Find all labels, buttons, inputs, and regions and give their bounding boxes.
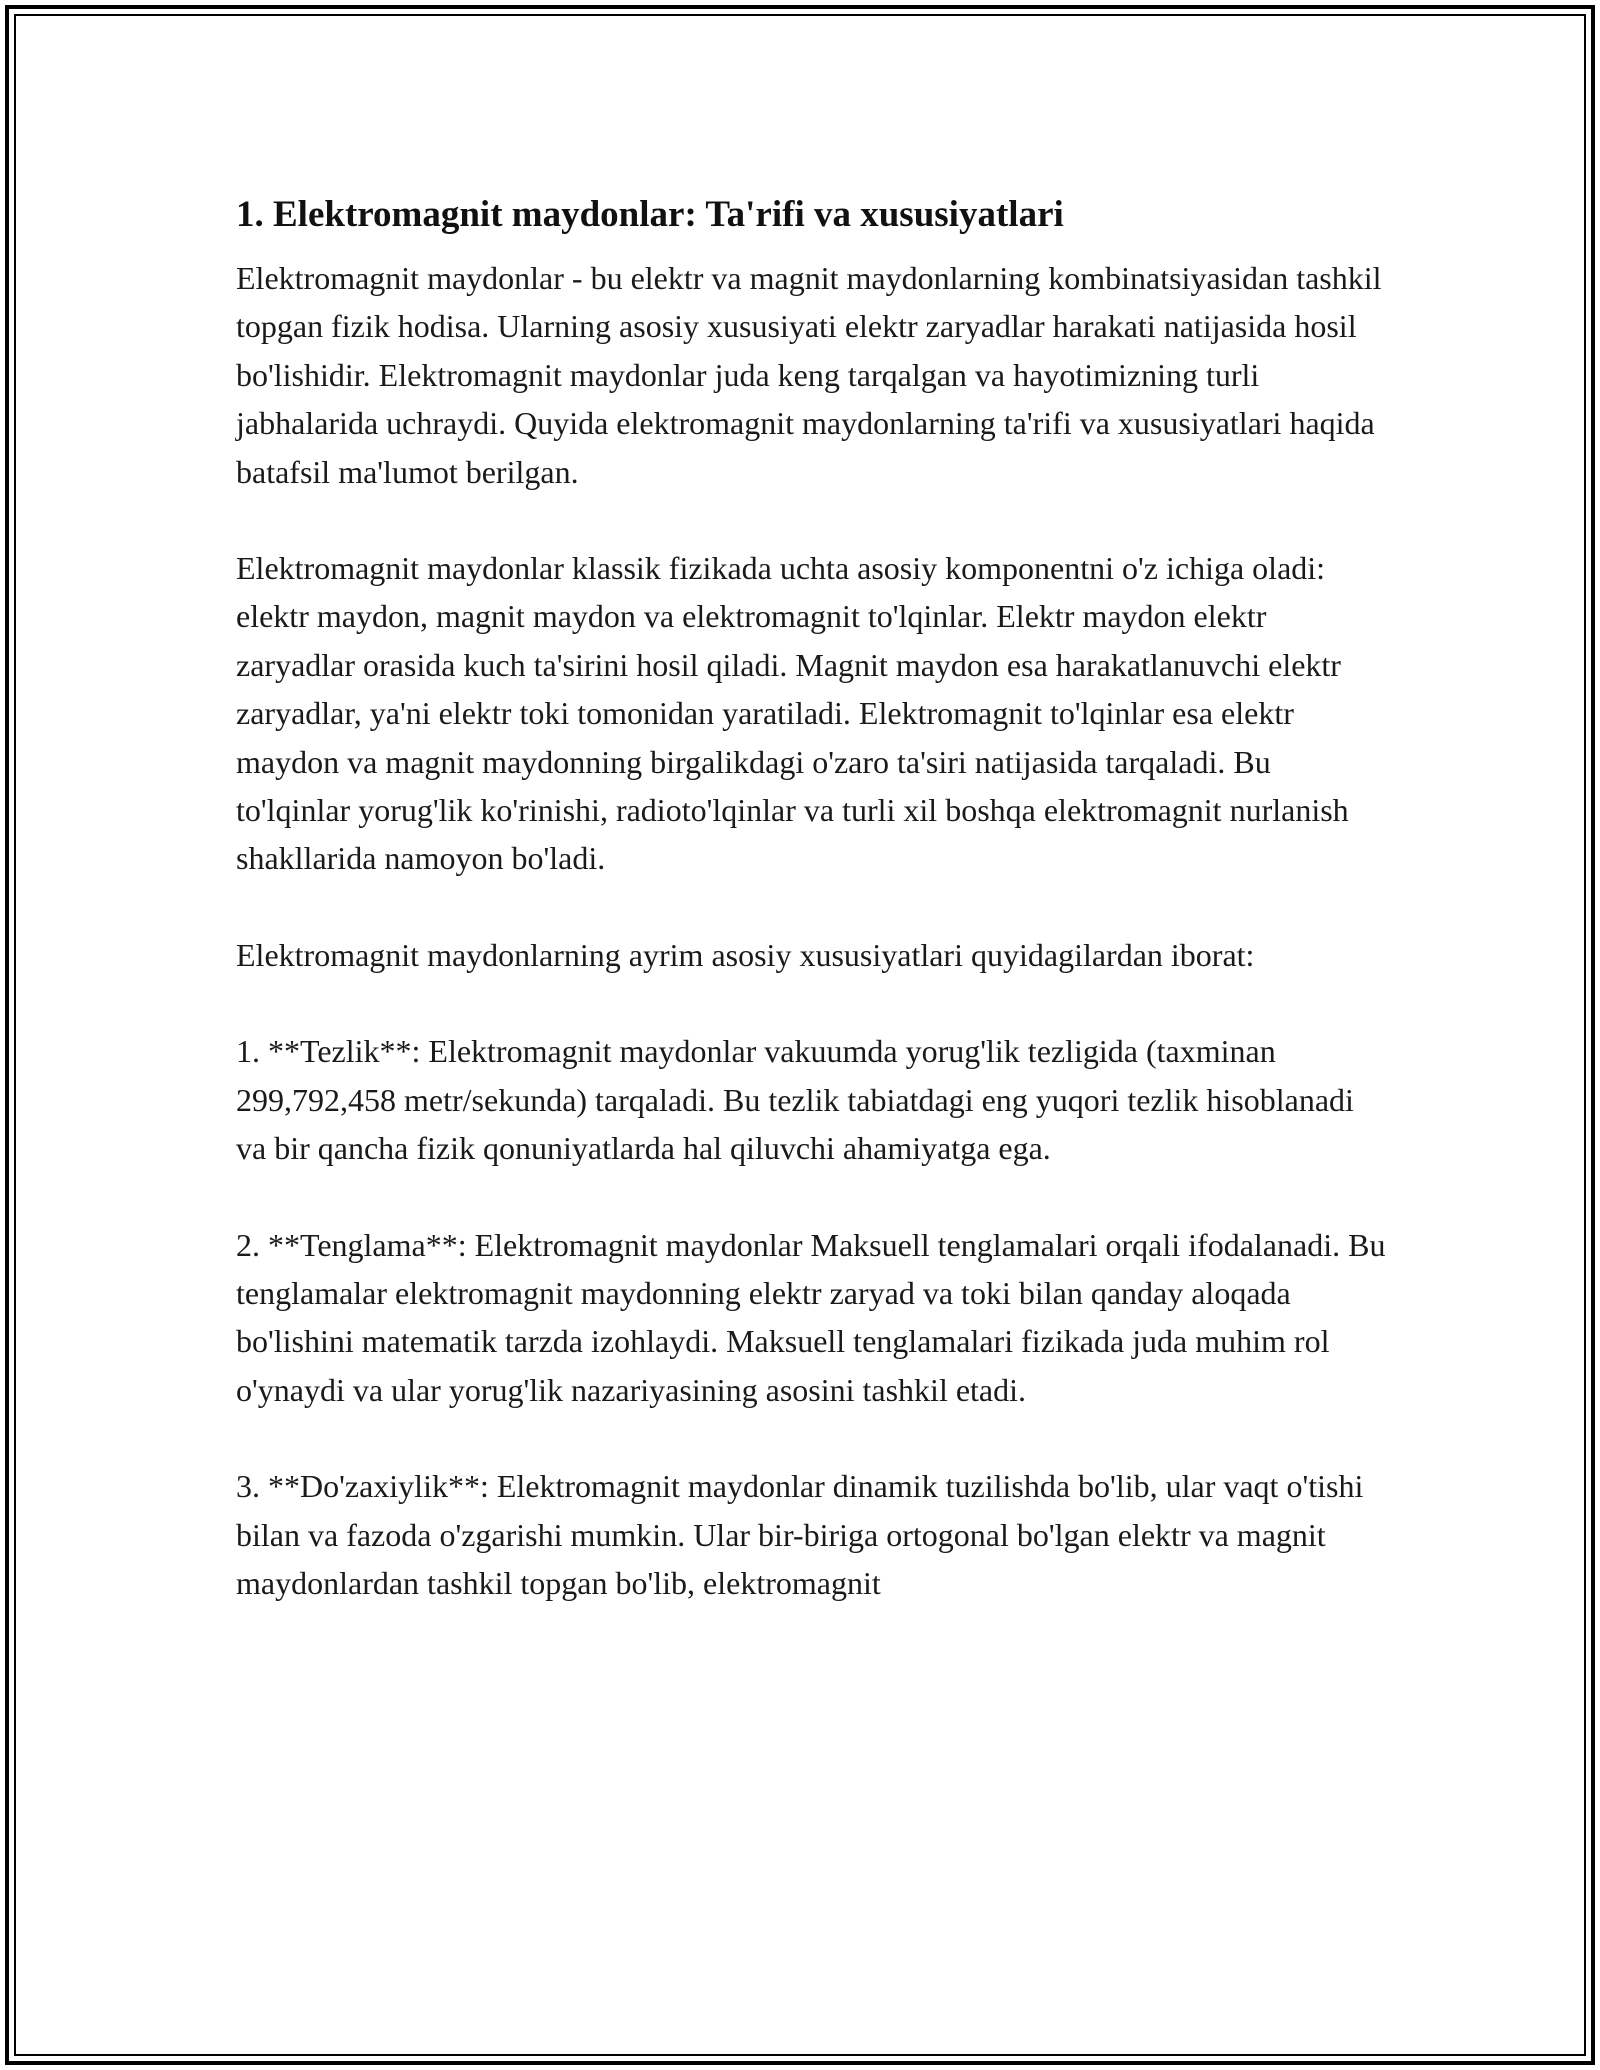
paragraph-properties-intro: Elektromagnit maydonlarning ayrim asosiy xususiyatlari quyidagilardan iborat:: [236, 936, 1255, 973]
paragraph-intro: Elektromagnit maydonlar - bu elektr va magnit maydonlarning kombinatsiyasidan tashkil topgan fizik hodisa. Ularning asosiy xususiyati elektr zaryadlar harakati natijasida hosil bo'lishidir. Elektromagnit maydonlar juda keng tarqalgan va hayotimizning turli jabhalarida uchraydi. Quyida elektromagnit maydonlarning ta'rifi va xususiyatlari haqida batafsil ma'lumot berilgan.: [236, 260, 1382, 490]
document-title: 1. Elektromagnit maydonlar: Ta'rifi va xususiyatlari: [236, 194, 1064, 235]
list-item-tenglama: 2. **Tenglama**: Elektromagnit maydonlar Maksuell tenglamalari orqali ifodalanadi. Bu tenglamalar elektromagnit maydonning elektr zaryad va toki bilan qanday aloqada bo'lishini matematik tarzda izohlaydi. Maksuell tenglamalari fizikada juda muhim rol o'ynaydi va ular yorug'lik nazariyasining asosini tashkil etadi.: [236, 1226, 1386, 1408]
list-item-tezlik: 1. **Tezlik**: Elektromagnit maydonlar vakuumda yorug'lik tezligida (taxminan 299,792,458 metr/sekunda) tarqaladi. Bu tezlik tabiatdagi eng yuqori tezlik hisoblanadi va bir qancha fizik qonuniyatlarda hal qiluvchi ahamiyatga ega.: [236, 1033, 1354, 1167]
document-body: [236, 186, 1386, 1607]
list-item-dozaxiylik: 3. **Do'zaxiylik**: Elektromagnit maydonlar dinamik tuzilishda bo'lib, ular vaqt o'tishi bilan va fazoda o'zgarishi mumkin. Ular bir-biriga ortogonal bo'lgan elektr va magnit maydonlardan tashkil topgan bo'lib, elektromagnit: [236, 1468, 1364, 1601]
paragraph-components: Elektromagnit maydonlar klassik fizikada uchta asosiy komponentni o'z ichiga oladi: elektr maydon, magnit maydon va elektromagnit to'lqinlar. Elektr maydon elektr zaryadlar orasida kuch ta'sirini hosil qiladi. Magnit maydon esa harakatlanuvchi elektr zaryadlar, ya'ni elektr toki tomonidan yaratiladi. Elektromagnit to'lqinlar esa elektr maydon va magnit maydonning birgalikdagi o'zaro ta'siri natijasida tarqaladi. Bu to'lqinlar yorug'lik ko'rinishi, radioto'lqinlar va turli xil boshqa elektromagnit nurlanish shakllarida namoyon bo'ladi.: [236, 550, 1349, 877]
